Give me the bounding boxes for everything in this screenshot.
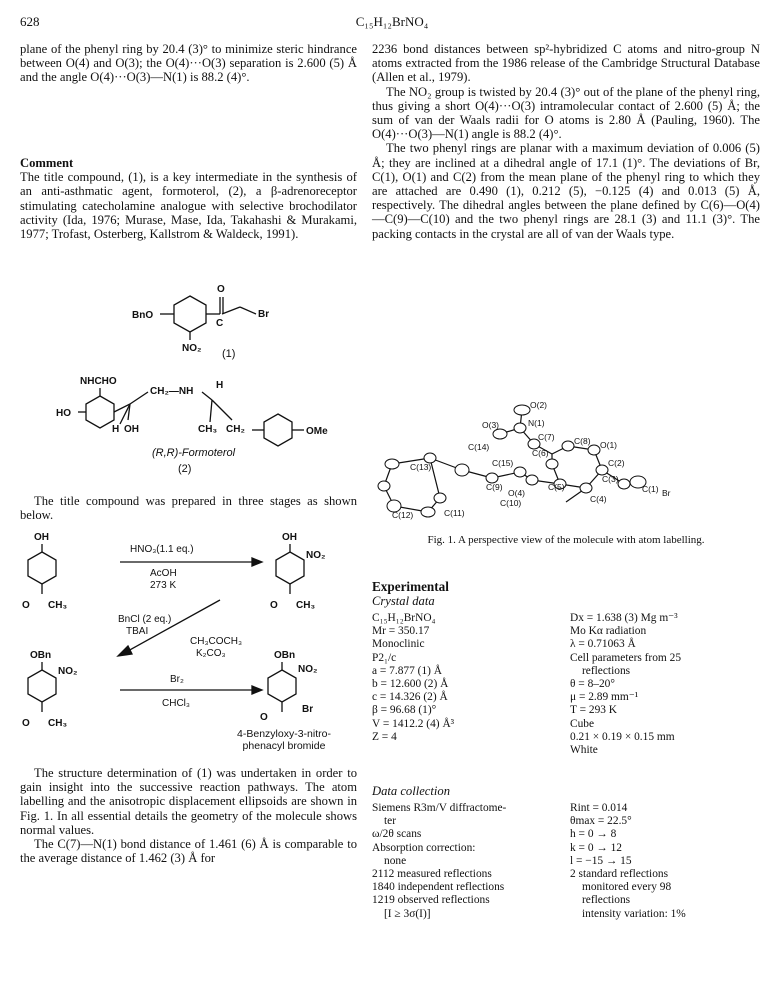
intro-paragraph: plane of the phenyl ring by 20.4 (3)° to minimize steric hindrance between O(4) and O(3); the O(4)···O(3) separation is 2.600 (5) Å and the angle O(4)···O(3)—N(1) is 88.2 (4)°. bbox=[20, 42, 357, 85]
atom-label: N(1) bbox=[528, 418, 545, 428]
atom-label: C(14) bbox=[468, 442, 490, 452]
atom-label: C(1) bbox=[642, 484, 659, 494]
atom-label: O(2) bbox=[530, 400, 547, 410]
atom-label: C(6) bbox=[532, 448, 549, 458]
s2-ch2: CH₂ bbox=[226, 424, 245, 435]
atom-label: C(8) bbox=[574, 436, 591, 446]
atom-label: C(2) bbox=[608, 458, 625, 468]
s1-bno: BnO bbox=[132, 310, 154, 321]
atom-label: C(10) bbox=[500, 498, 522, 508]
comment-paragraph: The title compound, (1), is a key intermediate in the synthesis of an anti-asthmatic agent, formoterol, (2), a β-adrenoreceptor stimulating catecholamine analogue with selective brochodilator activity (Ida, 1976; Murase, Mase, Ida, Takahashi & Murakami, 1977; Trofast, Osterberg, Kallstrom & Waldeck, 1991). bbox=[20, 170, 357, 242]
s3-br: Br bbox=[302, 704, 314, 715]
s2-number: (2) bbox=[178, 463, 192, 475]
crystal-data-heading: Crystal data bbox=[372, 594, 435, 609]
comment-section bbox=[20, 156, 357, 241]
data-collection-left bbox=[372, 802, 562, 921]
experimental-heading: Experimental bbox=[372, 579, 449, 594]
crystal-left-line: c = 14.326 (2) Å bbox=[372, 691, 448, 704]
ref-paragraph: 2236 bond distances between sp²-hybridized C atoms and nitro-group N atoms extracted from the 1986 release of the Cambridge Structural Database (Allen et al., 1979). bbox=[372, 42, 760, 85]
crystal-left-line: Mr = 350.17 bbox=[372, 625, 430, 638]
s3-no2-1: NO₂ bbox=[306, 550, 326, 561]
s2-ho: HO bbox=[56, 408, 71, 419]
s1-br: Br bbox=[258, 309, 270, 320]
s3-ch3-2: CH₃ bbox=[296, 600, 316, 611]
ortep-figure bbox=[372, 398, 760, 526]
step2-base: K₂CO₃ bbox=[196, 648, 226, 659]
s3-o-4: O bbox=[260, 712, 268, 723]
atom-label: C(12) bbox=[392, 510, 414, 520]
s3-oh-1: OH bbox=[34, 532, 49, 543]
collection-right-line: Rint = 0.014 bbox=[570, 802, 628, 814]
comment-heading: Comment bbox=[20, 156, 74, 170]
collection-left-line: Siemens R3m/V diffractome- bbox=[372, 802, 507, 814]
crystal-right-line: 0.21 × 0.19 × 0.15 mm bbox=[570, 730, 675, 743]
collection-left-line: 1219 observed reflections bbox=[372, 894, 490, 907]
s2-h2: H bbox=[112, 424, 120, 435]
collection-left-line: 2112 measured reflections bbox=[372, 868, 492, 881]
collection-right-line: k = 0 → 12 bbox=[570, 841, 622, 854]
structure-schemes bbox=[20, 252, 360, 492]
collection-right-line: 2 standard reflections bbox=[570, 868, 669, 881]
crystal-left-line: β = 96.68 (1)° bbox=[372, 704, 437, 717]
crystal-left-line: b = 12.600 (2) Å bbox=[372, 678, 449, 691]
s3-ch3-1: CH₃ bbox=[48, 600, 68, 611]
s2-ome: OMe bbox=[306, 426, 328, 437]
s3-no2-2: NO₂ bbox=[58, 666, 78, 677]
crystal-right-line: λ = 0.71063 Å bbox=[570, 638, 636, 651]
atom-label: C(11) bbox=[444, 508, 465, 518]
data-collection-heading: Data collection bbox=[372, 784, 450, 798]
step1-solvent: AcOH bbox=[150, 568, 177, 579]
collection-left-line: ω/2θ scans bbox=[372, 828, 422, 841]
s3-o-3: O bbox=[22, 718, 30, 729]
step1-temp: 273 K bbox=[150, 580, 177, 591]
atom-label: C(3) bbox=[602, 474, 619, 484]
product-name: 4-Benzyloxy-3-nitro- phenacyl bromide bbox=[237, 728, 331, 752]
step2-catalyst: TBAI bbox=[126, 626, 149, 637]
crystal-left-line: Monoclinic bbox=[372, 638, 425, 651]
step3-reagent: Br₂ bbox=[170, 674, 184, 685]
s3-ch3-3: CH₃ bbox=[48, 718, 68, 729]
right-text bbox=[372, 42, 760, 241]
s2-nhcho: NHCHO bbox=[80, 376, 117, 387]
s1-number: (1) bbox=[222, 348, 236, 360]
crystal-right-line: reflections bbox=[582, 664, 631, 677]
collection-left-line: Absorption correction: bbox=[372, 841, 476, 854]
crystal-left-line: C₁₅H₁₂BrNO₄ bbox=[372, 612, 436, 624]
s3-no2-3: NO₂ bbox=[298, 664, 318, 675]
step3-solvent: CHCl₃ bbox=[162, 698, 190, 709]
rings-paragraph: The two phenyl rings are planar with a maximum deviation of 0.006 (5) Å; they are inclined at a dihedral angle of 17.1 (1)°. The deviations of Br, C(1), O(1) and C(2) from the mean plane of the phenyl ring to which they are attached are 0.490 (1), 0.212 (5), −0.125 (4) and 0.013 (5) Å, respectively. The dihedral angles between the plane defined by C(6)—O(4)—C(9)—C(10) and the two phenyl rings are 28.1 (3) and 11.1 (3)°. The packing contacts in the crystal are all of van der Waals type. bbox=[372, 141, 760, 241]
experimental-heading-block bbox=[372, 580, 760, 608]
collection-right-line: monitored every 98 bbox=[582, 881, 672, 894]
atom-label: Br bbox=[662, 488, 671, 498]
atom-label: C(7) bbox=[538, 432, 555, 442]
atom-label: C(15) bbox=[492, 458, 514, 468]
s2-h1: H bbox=[216, 380, 224, 391]
prepared-paragraph: The title compound was prepared in three stages as shown below. bbox=[20, 494, 357, 523]
s3-o-1: O bbox=[22, 600, 30, 611]
crystal-data-right bbox=[570, 612, 760, 757]
figure-caption: Fig. 1. A perspective view of the molecule with atom labelling. bbox=[427, 534, 705, 546]
crystal-left-line: P2₁/c bbox=[372, 651, 397, 664]
collection-right-line: h = 0 → 8 bbox=[570, 828, 617, 841]
crystal-right-line: θ = 8–20° bbox=[570, 678, 615, 691]
s3-oh-2: OH bbox=[282, 532, 297, 543]
s1-o: O bbox=[217, 284, 225, 295]
collection-right-line: θmax = 22.5° bbox=[570, 815, 632, 828]
s2-ch2nh: CH₂—NH bbox=[150, 386, 194, 397]
collection-left-line: none bbox=[384, 854, 407, 867]
s2-name: (R,R)-Formoterol bbox=[152, 447, 236, 459]
crystal-left-line: V = 1412.2 (4) Å³ bbox=[372, 717, 455, 730]
atom-label: C(13) bbox=[410, 462, 432, 472]
s3-obn-1: OBn bbox=[30, 650, 52, 661]
synthesis-scheme bbox=[20, 522, 360, 732]
collection-left-line: 1840 independent reflections bbox=[372, 881, 505, 894]
structure-paragraph: The structure determination of (1) was undertaken in order to gain insight into the successive reaction pathways. The atom labelling and the anisotropic displacement ellipsoids are shown in Fig. 1. In all essential details the geometry of the molecule shows normal values. The C(7)—N(1) bond distance of 1.461 (6) Å is comparable to the average distance of 1.462 (3) Å for bbox=[20, 766, 357, 866]
crystal-right-line: Mo Kα radiation bbox=[570, 625, 647, 638]
s3-obn-2: OBn bbox=[274, 650, 296, 661]
crystal-right-line: White bbox=[570, 744, 598, 757]
step1-reagent: HNO₃(1.1 eq.) bbox=[130, 544, 194, 555]
running-title: C₁₅H₁₂BrNO₄ bbox=[355, 14, 429, 29]
s2-ch3: CH₃ bbox=[198, 424, 218, 435]
step2-solvent: CH₃COCH₃ bbox=[190, 636, 243, 647]
s2-oh: OH bbox=[124, 424, 139, 435]
collection-left-line: ter bbox=[384, 815, 397, 828]
step2-reagent: BnCl (2 eq.) bbox=[118, 614, 172, 625]
atom-label: C(5) bbox=[548, 482, 565, 492]
atom-label: O(4) bbox=[508, 488, 525, 498]
s1-c: C bbox=[216, 318, 224, 329]
collection-right-line: l = −15 → 15 bbox=[570, 854, 632, 867]
data-collection-right bbox=[570, 802, 760, 921]
atom-label: C(4) bbox=[590, 494, 607, 504]
page-number: 628 bbox=[20, 14, 40, 29]
collection-right-line: intensity variation: 1% bbox=[582, 907, 686, 920]
collection-left-line: [I ≥ 3σ(I)] bbox=[384, 907, 431, 920]
crystal-right-line: Dx = 1.638 (3) Mg m⁻³ bbox=[570, 612, 678, 624]
no2-paragraph: The NO₂ group is twisted by 20.4 (3)° out of the plane of the phenyl ring, thus giving a short O(4)···O(3) intramolecular contact of 2.600 (5) Å; the sum of van der Waals radii for O atoms is 2.80 Å (Pauling, 1960). The O(4)···O(3)—N(1) angle is 88.2 (4)°. bbox=[372, 84, 760, 142]
crystal-right-line: Cell parameters from 25 bbox=[570, 651, 682, 664]
s1-no2: NO₂ bbox=[182, 343, 202, 354]
crystal-data-left bbox=[372, 612, 552, 744]
crystal-left-line: a = 7.877 (1) Å bbox=[372, 664, 443, 677]
atom-label: O(3) bbox=[482, 420, 499, 430]
crystal-left-line: Z = 4 bbox=[372, 730, 397, 743]
page-header bbox=[20, 14, 764, 34]
crystal-right-line: T = 293 K bbox=[570, 704, 618, 717]
s3-o-2: O bbox=[270, 600, 278, 611]
collection-right-line: reflections bbox=[582, 894, 631, 907]
crystal-right-line: μ = 2.89 mm⁻¹ bbox=[570, 691, 639, 704]
crystal-right-line: Cube bbox=[570, 717, 595, 730]
atom-label: O(1) bbox=[600, 440, 617, 450]
atom-label: C(9) bbox=[486, 482, 503, 492]
